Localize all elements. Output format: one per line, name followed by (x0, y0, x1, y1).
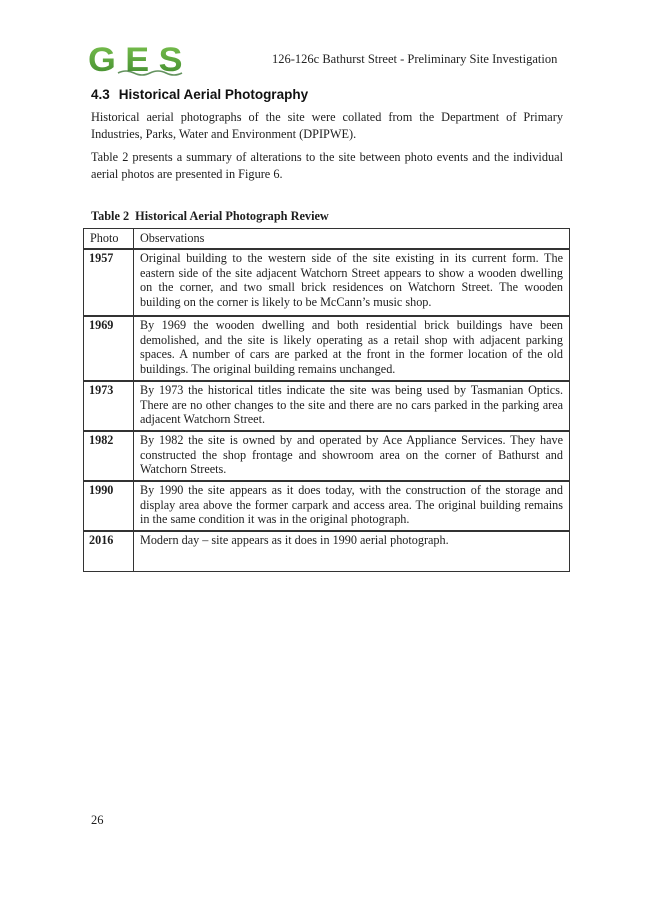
summary-paragraph: Table 2 presents a summary of alterations to the site between photo events and the individual aerial photos are presented in Figure 6. (91, 150, 563, 181)
observation-text: Original building to the western side of the site existing in its current form. The eastern side of the site adjacent Watchorn Street appears to show a wooden dwelling on the corner, and two small brick residences on Watchorn Street. The wooden building on the corner is likely to be McCann’s music shop. (134, 249, 570, 316)
photo-year: 2016 (84, 531, 134, 572)
photo-year: 1957 (84, 249, 134, 316)
observation-text: By 1990 the site appears as it does today, with the construction of the storage and display area above the former carpark and access area. The original building remains in the same condition it was in the original photograph. (134, 481, 570, 531)
photo-year: 1990 (84, 481, 134, 531)
aerial-photograph-review-table (83, 228, 570, 572)
observation-text: Modern day – site appears as it does in 1990 aerial photograph. (134, 531, 570, 572)
photo-year: 1973 (84, 381, 134, 431)
table-caption-title: Historical Aerial Photograph Review (135, 209, 329, 223)
table-row (84, 381, 570, 431)
ges-logo (88, 42, 198, 78)
photo-year: 1969 (84, 316, 134, 381)
intro-paragraph: Historical aerial photographs of the site were collated from the Department of Primary Industries, Parks, Water and Environment (DPIPWE). (91, 110, 563, 141)
table-caption (91, 209, 329, 224)
table-row (84, 481, 570, 531)
table-caption-number: Table 2 (91, 209, 130, 223)
column-header-observations: Observations (134, 229, 570, 250)
photo-year: 1982 (84, 431, 134, 481)
section-title: Historical Aerial Photography (118, 87, 309, 102)
section-number: 4.3 (91, 87, 110, 102)
svg-text:GES: GES (88, 42, 192, 78)
document-header-title: 126-126c Bathurst Street - Preliminary Site Investigation (272, 52, 558, 66)
observation-text: By 1982 the site is owned by and operated by Ace Appliance Services. They have constructed the shop frontage and showroom area on the corner of Bathurst and Watchorn Streets. (134, 431, 570, 481)
section-heading (91, 87, 308, 102)
table-row (84, 431, 570, 481)
observation-text: By 1969 the wooden dwelling and both residential brick buildings have been demolished, and the site is likely operating as a retail shop with adjacent parking spaces. A number of cars are parked at the front in the former location of the old buildings. The original building remains unchanged. (134, 316, 570, 381)
table-row (84, 316, 570, 381)
column-header-photo: Photo (84, 229, 134, 250)
table-row (84, 531, 570, 572)
table-row (84, 249, 570, 316)
table-header-row (84, 229, 570, 250)
page-number: 26 (91, 813, 104, 827)
observation-text: By 1973 the historical titles indicate the site was being used by Tasmanian Optics. There are no other changes to the site and there are no cars parked in the parking area adjacent Watchorn Street. (134, 381, 570, 431)
